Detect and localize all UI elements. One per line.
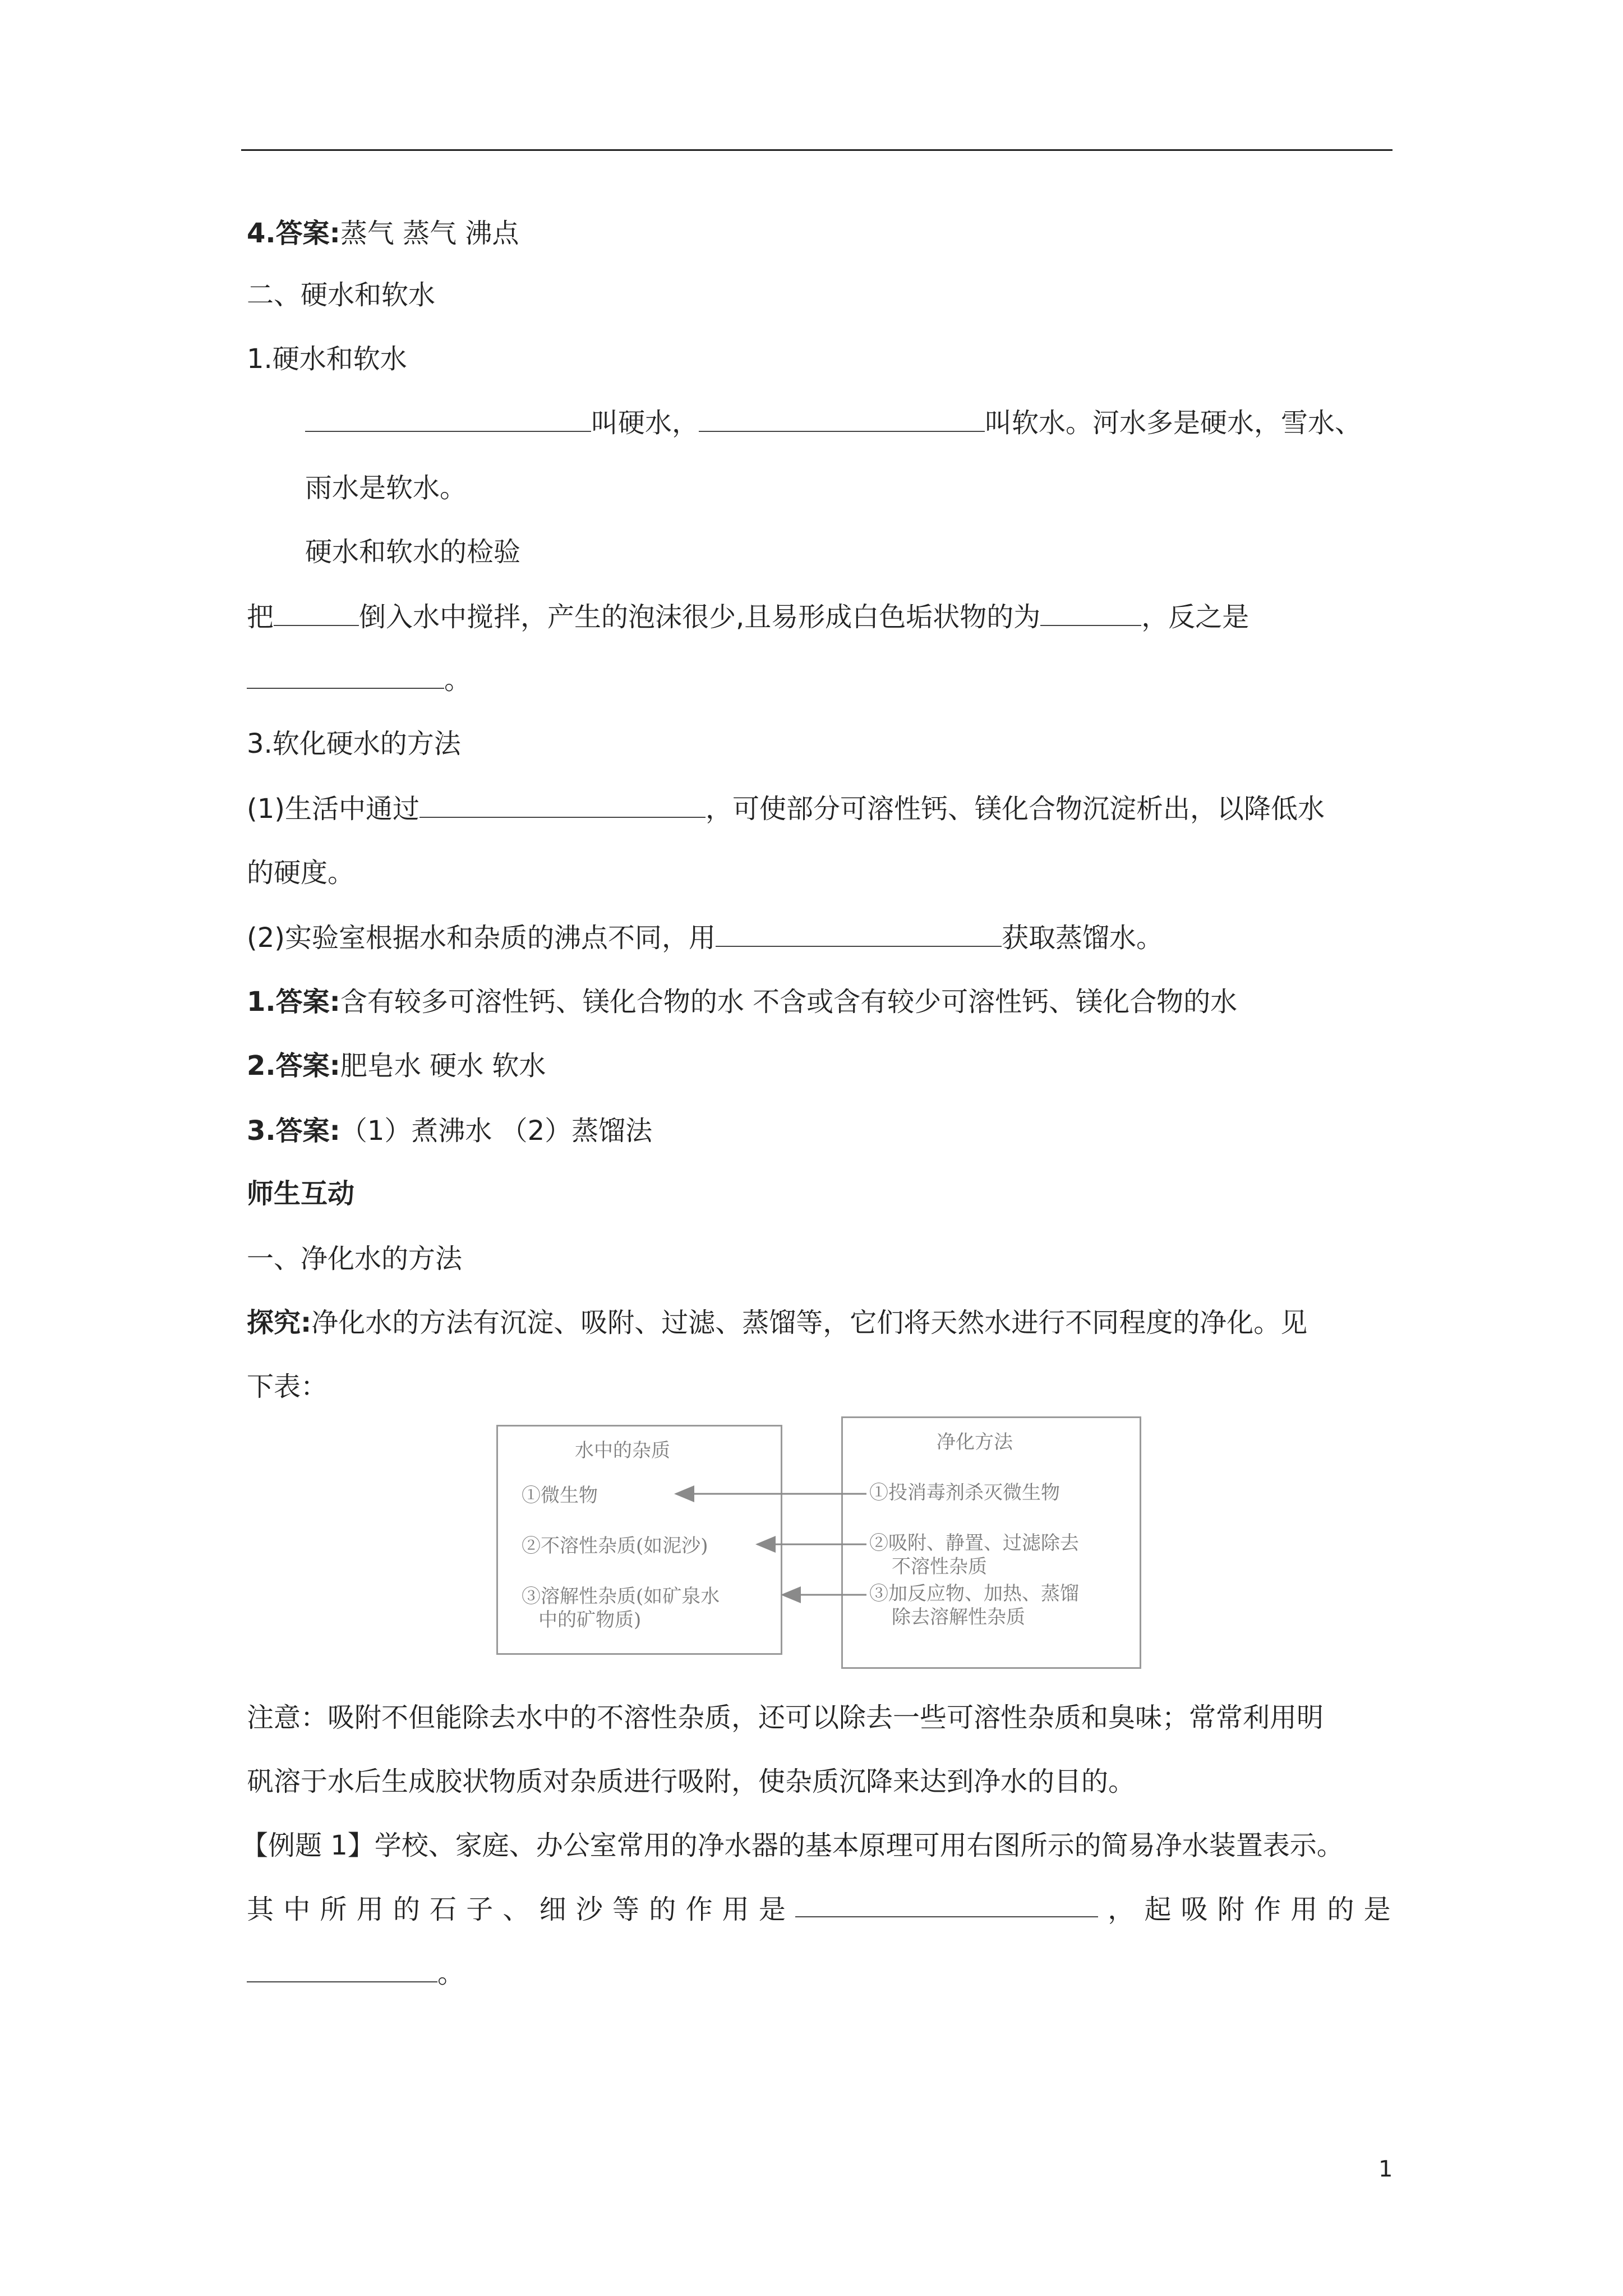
soften-method-1: (1)生活中通过 ，可使部分可溶性钙、镁化合物沉淀析出，以降低水 — [247, 793, 1325, 825]
sub-3-title: 3.软化硬水的方法 — [247, 728, 461, 760]
explore-paragraph: 探究:净化水的方法有沉淀、吸附、过滤、蒸馏等，它们将天然水进行不同程度的净化。见 — [247, 1307, 1308, 1338]
example-1: 【例题 1】学校、家庭、办公室常用的净水器的基本原理可用右图所示的简易净水装置表示。 — [241, 1830, 1344, 1861]
test-paragraph-cont: 。 — [247, 662, 471, 698]
blank[interactable] — [795, 1892, 1098, 1917]
method-item: ①投消毒剂杀灭微生物 — [869, 1481, 1060, 1504]
answer-2: 2.答案:肥皂水 硬水 软水 — [247, 1050, 546, 1082]
blank[interactable] — [274, 600, 359, 626]
methods-title: 净化方法 — [937, 1431, 1013, 1453]
impurity-item: ②不溶性杂质(如泥沙) — [522, 1535, 708, 1557]
purification-table-figure — [496, 1416, 1141, 1672]
section-2-title: 二、硬水和软水 — [247, 279, 436, 311]
subsection-title: 一、净化水的方法 — [247, 1243, 463, 1274]
sub-2-title: 硬水和软水的检验 — [305, 536, 521, 568]
note-paragraph-cont: 矾溶于水后生成胶状物质对杂质进行吸附，使杂质沉降来达到净水的目的。 — [247, 1766, 1136, 1797]
blank[interactable] — [1040, 600, 1141, 626]
impurity-item: ③溶解性杂质(如矿泉水 — [522, 1585, 720, 1608]
soften-method-1-cont: 的硬度。 — [247, 857, 355, 889]
answer-1: 1.答案:含有较多可溶性钙、镁化合物的水 不含或含有较少可溶性钙、镁化合物的水 — [247, 986, 1238, 1018]
soften-method-2: (2)实验室根据水和杂质的沸点不同，用 获取蒸馏水。 — [247, 922, 1164, 954]
example-1-cont: 其 中 所 用 的 石 子 、 细 沙 等 的 作 用 是 ， 起 吸 附 作 用 的 是 — [247, 1892, 1391, 1927]
answer-4: 4.答案:蒸气 蒸气 沸点 — [247, 218, 519, 249]
blank[interactable] — [247, 663, 444, 689]
explore-paragraph-cont: 下表： — [247, 1371, 328, 1402]
method-item: ②吸附、静置、过滤除去 — [869, 1532, 1079, 1554]
section-heading: 师生互动 — [247, 1178, 355, 1209]
hard-soft-definition-cont: 雨水是软水。 — [305, 472, 467, 504]
blank[interactable] — [305, 406, 591, 432]
sub-1-title: 1.硬水和软水 — [247, 343, 407, 375]
hard-soft-definition: 叫硬水， 叫软水。河水多是硬水，雪水、 — [305, 405, 1362, 441]
blank[interactable] — [699, 406, 985, 432]
blank[interactable] — [419, 792, 706, 818]
impurities-title: 水中的杂质 — [575, 1439, 670, 1462]
impurity-item: 中的矿物质) — [538, 1609, 642, 1631]
connector-arrows — [496, 1416, 1141, 1672]
answer-3: 3.答案:（1）煮沸水 （2）蒸馏法 — [247, 1115, 653, 1147]
header-rule — [241, 149, 1393, 151]
impurity-item: ①微生物 — [522, 1484, 598, 1507]
note-paragraph: 注意：吸附不但能除去水中的不溶性杂质，还可以除去一些可溶性杂质和臭味；常常利用明 — [247, 1702, 1324, 1733]
example-1-cont-2: 。 — [247, 1955, 464, 1991]
page-number: 1 — [1378, 2156, 1393, 2182]
blank[interactable] — [716, 921, 1002, 947]
blank[interactable] — [247, 1957, 437, 1982]
method-item: 除去溶解性杂质 — [892, 1606, 1025, 1628]
test-paragraph: 把 倒入水中搅拌，产生的泡沫很少,且易形成白色垢状物的为 ，反之是 — [247, 601, 1249, 633]
method-item: 不溶性杂质 — [892, 1556, 987, 1578]
method-item: ③加反应物、加热、蒸馏 — [869, 1582, 1079, 1605]
